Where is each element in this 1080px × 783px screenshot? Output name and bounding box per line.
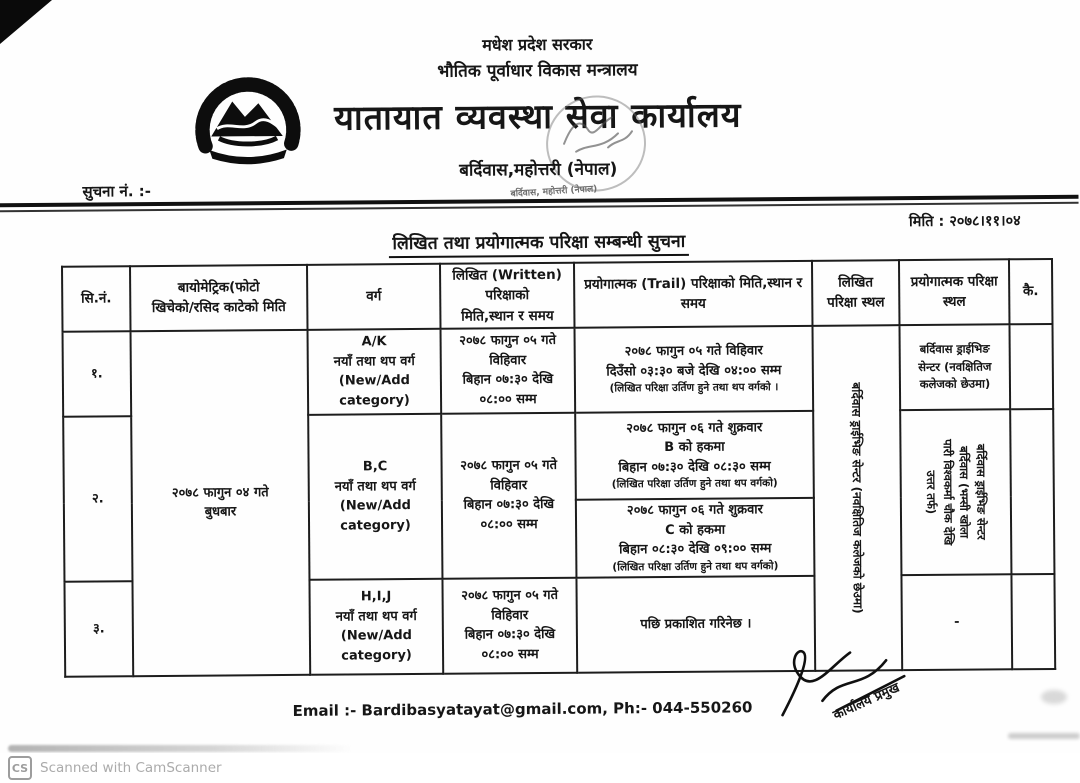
col-header-biometric: बायोमेट्रिक(फोटो खिचेको/रसिद काटेको मिति bbox=[130, 265, 308, 331]
signature-title: कार्यालय प्रमुख bbox=[831, 680, 902, 724]
trail-venue-cell: बर्दिवास ड्राईभिङ सेन्टर (नवक्षितिज कलेजको छेउमा) bbox=[899, 324, 1010, 410]
category-cell: B,C नयाँ तथा थप वर्ग (New/Add category) bbox=[308, 414, 442, 580]
notice-title: लिखित तथा प्रयोगात्मक परिक्षा सम्बन्धी सुचना bbox=[0, 226, 1079, 258]
table-header-row bbox=[62, 259, 1052, 332]
scan-smudge bbox=[1008, 733, 1080, 739]
trail-exam-cell: २०७८ फागुन ०५ गते विहिवार दिउँसो ०३:३० बजे देखि ०४:०० सम्म (लिखित परिक्षा उर्तिण हुने तथा थप वर्गको । bbox=[574, 326, 813, 413]
camscanner-label: Scanned with CamScanner bbox=[40, 760, 222, 776]
category-cell: A/K नयाँ तथा थप वर्ग (New/Add category) bbox=[308, 329, 442, 415]
camscanner-icon: CS bbox=[8, 756, 32, 780]
issue-date: मिति : २०७८।११।०४ bbox=[908, 213, 1021, 231]
remarks-cell bbox=[1011, 574, 1055, 669]
office-name: यातायात व्यवस्था सेवा कार्यालय bbox=[334, 95, 742, 139]
ministry-name: भौतिक पूर्वाधार विकास मन्त्रालय bbox=[437, 60, 638, 82]
biometric-date-cell: २०७८ फागुन ०४ गते बुधबार bbox=[131, 330, 311, 676]
exam-schedule-table bbox=[61, 258, 1056, 678]
scan-smudge bbox=[8, 745, 353, 752]
col-header-category: वर्ग bbox=[307, 264, 441, 330]
sn-cell: ३. bbox=[64, 581, 133, 677]
remarks-cell bbox=[1009, 324, 1053, 409]
trail-exam-cell-b: २०७८ फागुन ०६ गते शुक्रवार B को हकमा बिहान ०७:३० देखि ०८:३० सम्म (लिखित परिक्षा उर्तिण हुने तथा थप वर्गको) bbox=[575, 411, 814, 500]
col-header-remarks: कै. bbox=[1009, 259, 1053, 324]
trail-venue-cell bbox=[900, 409, 1011, 575]
col-header-trail: प्रयोगात्मक (Trail) परिक्षाको मिति,स्थान र समय bbox=[574, 261, 813, 328]
trail-exam-cell: पछि प्रकाशित गरिनेछ । bbox=[576, 576, 815, 673]
stamp-location-text: बर्दिवास, महोत्तरी (नेपाल) bbox=[510, 184, 598, 200]
camscanner-bar bbox=[0, 753, 1080, 783]
trail-venue-vertical-text: बर्दिवास ड्राईभिङ सेन्टर बर्दिवास (भम्सी खोला पारी विश्वकर्मा चौक देखि उत्तर तर्फ) bbox=[923, 438, 989, 546]
written-venue-vertical-text: बर्दिवास ड्राईभिङ सेन्टर (नवक्षितिज कलेजको छेउमा) bbox=[848, 382, 865, 614]
trail-venue-cell: - bbox=[901, 574, 1012, 670]
contact-line: Email :- Bardibasyatayat@gmail.com, Ph:- 044-550260 bbox=[292, 698, 753, 720]
sn-cell: २. bbox=[63, 416, 132, 582]
table-row bbox=[63, 324, 1054, 417]
office-location: बर्दिवास,महोत्तरी (नेपाल) bbox=[459, 159, 618, 181]
trail-exam-cell-c: २०७८ फागुन ०६ गते शुक्रवार C को हकमा बिहान ०८:३० देखि ०९:०० सम्म (लिखित परिक्षा उर्तिण हुने तथा थप वर्गको) bbox=[576, 498, 815, 578]
sn-cell: १. bbox=[63, 331, 132, 417]
written-exam-cell: २०७८ फागुन ०५ गते विहिवार बिहान ०७:३० देखि ०८:०० सम्म bbox=[442, 577, 577, 673]
government-name: मधेश प्रदेश सरकार bbox=[482, 34, 593, 55]
written-venue-cell bbox=[812, 325, 902, 671]
col-header-trail-venue: प्रयोगात्मक परिक्षा स्थल bbox=[899, 259, 1010, 325]
remarks-cell bbox=[1010, 409, 1054, 574]
col-header-written: लिखित (Written) परिक्षाको मिति,स्थान र समय bbox=[440, 263, 575, 329]
category-cell: H,I,J नयाँ तथा थप वर्ग (New/Add category) bbox=[309, 579, 443, 675]
col-header-sn: सि.नं. bbox=[62, 266, 131, 331]
col-header-written-venue: लिखित परिक्षा स्थल bbox=[812, 260, 900, 325]
written-exam-cell: २०७८ फागुन ०५ गते विहिवार बिहान ०७:३० देखि ०८:०० सम्म bbox=[441, 412, 576, 578]
notice-number-label: सुचना नं. :- bbox=[82, 182, 152, 201]
scan-smudge bbox=[1041, 690, 1067, 704]
written-exam-cell: २०७८ फागुन ०५ गते विहिवार बिहान ०७:३० देखि ०८:०० सम्म bbox=[441, 327, 576, 413]
